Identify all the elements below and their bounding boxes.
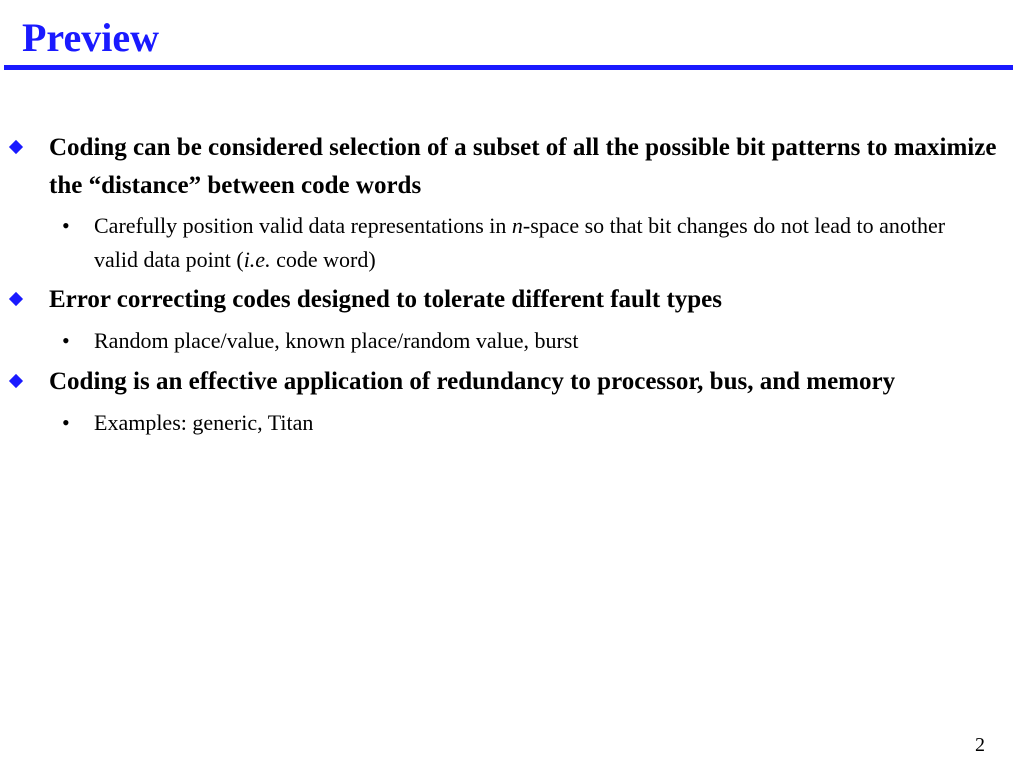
diamond-bullet-icon (9, 292, 23, 306)
bullet-3-text: Coding is an effective application of redundancy to processor, bus, and memory (49, 368, 896, 395)
sub-point-1 (0, 209, 1024, 277)
slide-content (0, 129, 1024, 440)
sub-point-2 (0, 324, 1024, 358)
sub-point-3 (0, 406, 1024, 440)
page-number: 2 (975, 734, 985, 756)
diamond-bullet-icon (9, 374, 23, 388)
title-underline (4, 65, 1013, 70)
sub-bullet-icon: • (62, 410, 70, 435)
bullet-point-1 (0, 129, 1024, 205)
sub-1-italic-ie: i.e. (243, 247, 271, 272)
sub-1-text-middle: -space so that bit changes do not lead to another valid data point ( (94, 213, 946, 272)
bullet-point-2 (0, 281, 1024, 319)
bullet-1-close-quote: ” (188, 172, 202, 199)
sub-3-text: Examples: generic, Titan (94, 410, 314, 435)
bullet-1-quoted-word: distance (101, 172, 189, 199)
sub-1-text-after: code word) (270, 247, 376, 272)
sub-bullet-icon: • (62, 328, 70, 353)
diamond-bullet-icon (9, 140, 23, 154)
slide-title: Preview (22, 15, 159, 60)
sub-1-text-before: Carefully position valid data representations in (94, 213, 512, 238)
sub-bullet-icon: • (62, 213, 70, 238)
bullet-point-3 (0, 363, 1024, 401)
sub-1-italic-n: n (511, 213, 523, 238)
bullet-2-text: Error correcting codes designed to tolerate different fault types (49, 286, 722, 313)
bullet-1-text-before: Coding can be considered selection of a subset of all the possible bit patterns to maximize the (49, 134, 997, 199)
bullet-1-text-after: between code words (201, 172, 422, 199)
sub-2-text: Random place/value, known place/random value, burst (94, 328, 579, 353)
bullet-1-open-quote: “ (88, 172, 102, 199)
